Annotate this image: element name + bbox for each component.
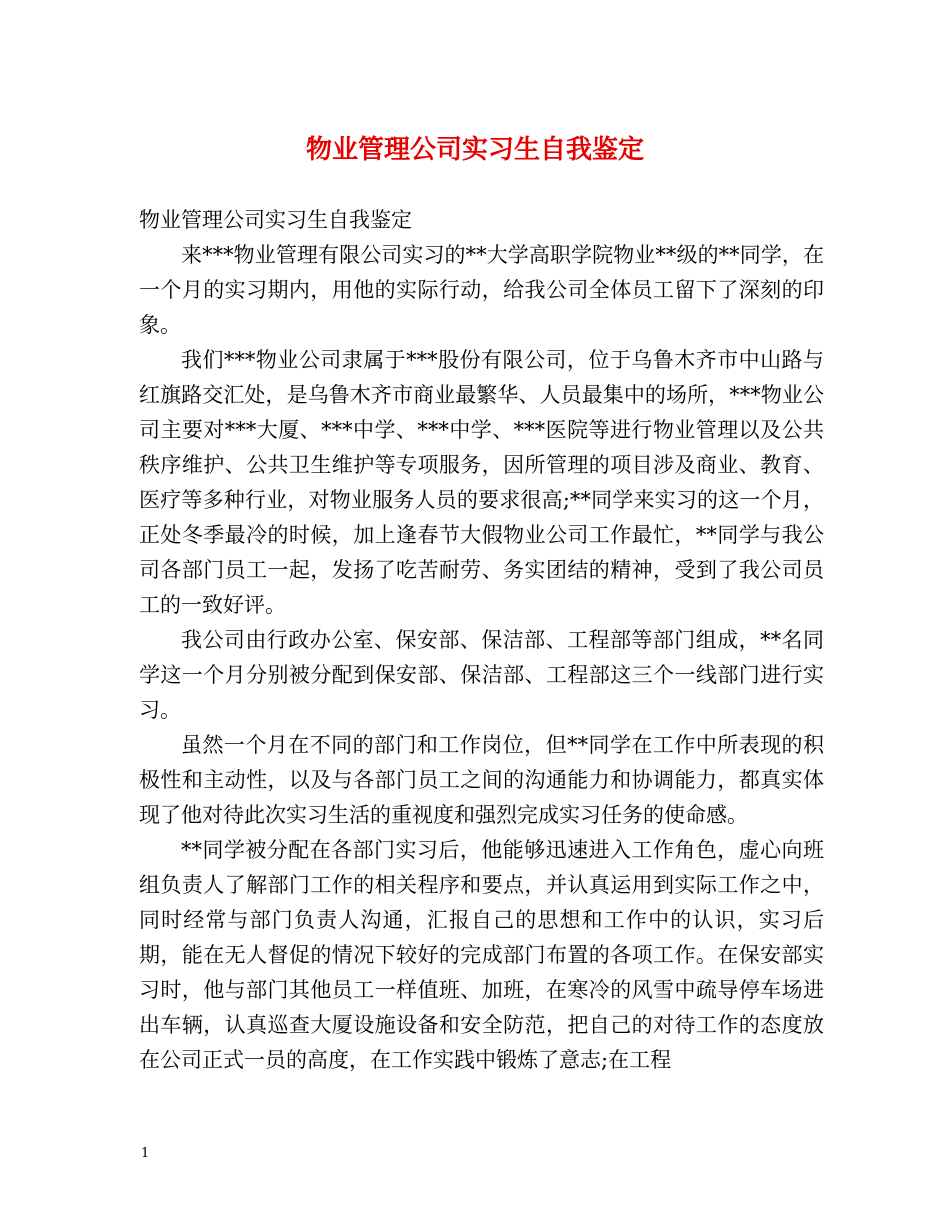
paragraph-5: **同学被分配在各部门实习后，他能够迅速进入工作角色，虚心向班组负责人了解部门工作的相关程序和要点，并认真运用到实际工作之中，同时经常与部门负责人沟通，汇报自己的思想和工作中的认识，实习后期，能在无人督促的情况下较好的完成部门布置的各项工作。在保安部实习时，他与部门其他员工一样值班、加班，在寒冷的风雪中疏导停车场进出车辆，认真巡查大厦设施设备和安全防范，把自己的对待工作的态度放在公司正式一员的高度，在工作实践中锻炼了意志;在工程 [139, 838, 824, 1072]
paragraph-4: 虽然一个月在不同的部门和工作岗位，但**同学在工作中所表现的积极性和主动性，以及与各部门员工之间的沟通能力和协调能力，都真实体现了他对待此次实习生活的重视度和强烈完成实习任务的使命感。 [139, 733, 824, 827]
document-subtitle: 物业管理公司实习生自我鉴定 [139, 208, 412, 232]
page-number: 1 [141, 1146, 150, 1161]
document-body [139, 203, 824, 1078]
document-title: 物业管理公司实习生自我鉴定 [305, 135, 644, 165]
paragraph-3: 我公司由行政办公室、保安部、保洁部、工程部等部门组成，**名同学这一个月分别被分配到保安部、保洁部、工程部这三个一线部门进行实习。 [139, 628, 824, 722]
paragraph-1: 来***物业管理有限公司实习的**大学高职学院物业**级的**同学，在一个月的实习期内，用他的实际行动，给我公司全体员工留下了深刻的印象。 [139, 243, 824, 337]
paragraph-2: 我们***物业公司隶属于***股份有限公司，位于乌鲁木齐市中山路与红旗路交汇处，是乌鲁木齐市商业最繁华、人员最集中的场所，***物业公司主要对***大厦、***中学、***中学、***医院等进行物业管理以及公共秩序维护、公共卫生维护等专项服务，因所管理的项目涉及商业、教育、医疗等多种行业，对物业服务人员的要求很高;**同学来实习的这一个月，正处冬季最冷的时候，加上逢春节大假物业公司工作最忙，**同学与我公司各部门员工一起，发扬了吃苦耐劳、务实团结的精神，受到了我公司员工的一致好评。 [139, 348, 824, 617]
